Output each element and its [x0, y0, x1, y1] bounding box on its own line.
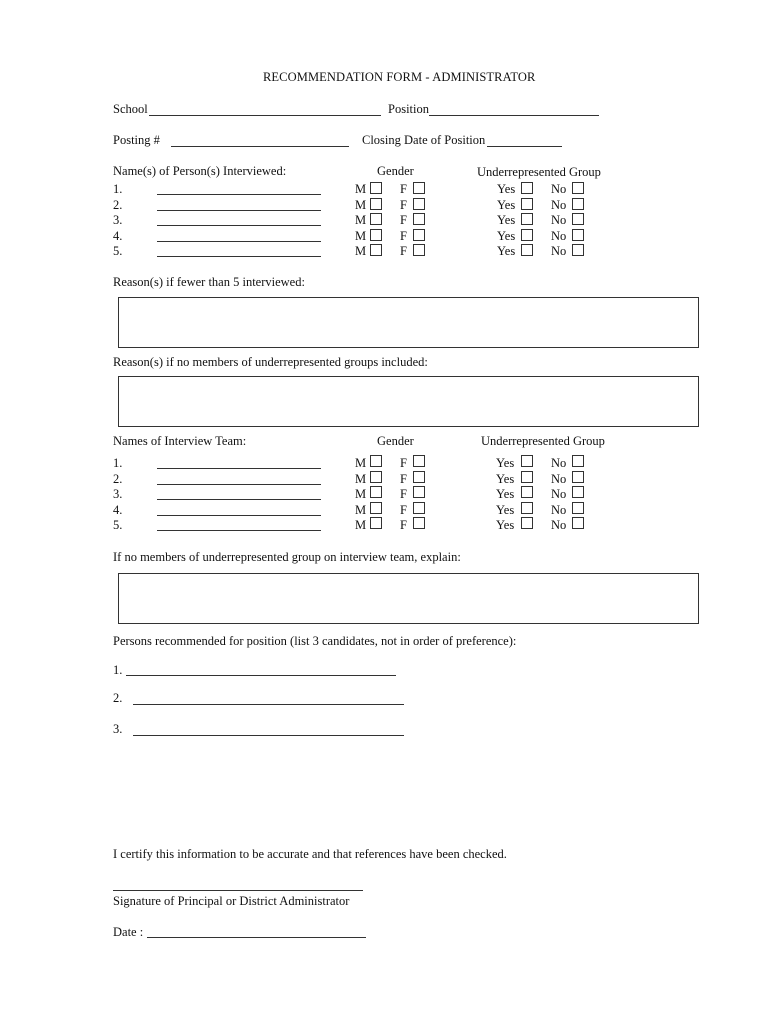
- position-field[interactable]: [429, 115, 599, 116]
- male-label: M: [355, 244, 367, 258]
- female-label: F: [400, 182, 407, 196]
- yes-label: Yes: [497, 182, 516, 196]
- female-checkbox[interactable]: [413, 229, 425, 241]
- interviewee-name-field[interactable]: [157, 225, 321, 226]
- team-member-name-field[interactable]: [157, 499, 321, 500]
- row-number: 2.: [113, 198, 123, 212]
- female-checkbox[interactable]: [413, 455, 425, 467]
- male-label: M: [355, 503, 367, 517]
- male-label: M: [355, 229, 367, 243]
- yes-checkbox[interactable]: [521, 517, 533, 529]
- interviewed-heading: Name(s) of Person(s) Interviewed:: [113, 164, 287, 178]
- no-label: No: [551, 518, 567, 532]
- no-checkbox[interactable]: [572, 517, 584, 529]
- no-checkbox[interactable]: [572, 244, 584, 256]
- yes-checkbox[interactable]: [521, 213, 533, 225]
- team-member-name-field[interactable]: [157, 468, 321, 469]
- female-label: F: [400, 456, 407, 470]
- team-gender-heading: Gender: [377, 434, 414, 448]
- female-checkbox[interactable]: [413, 502, 425, 514]
- male-label: M: [355, 213, 367, 227]
- female-label: F: [400, 229, 407, 243]
- yes-label: Yes: [496, 487, 515, 501]
- recommended-number: 3.: [113, 722, 123, 736]
- male-label: M: [355, 456, 367, 470]
- female-checkbox[interactable]: [413, 486, 425, 498]
- row-number: 3.: [113, 487, 123, 501]
- yes-label: Yes: [496, 472, 515, 486]
- no-checkbox[interactable]: [572, 182, 584, 194]
- team-heading: Names of Interview Team:: [113, 434, 247, 448]
- yes-label: Yes: [497, 244, 516, 258]
- yes-checkbox[interactable]: [521, 455, 533, 467]
- reason-fewer-label: Reason(s) if fewer than 5 interviewed:: [113, 275, 305, 289]
- male-label: M: [355, 518, 367, 532]
- female-label: F: [400, 244, 407, 258]
- posting-field[interactable]: [171, 146, 349, 147]
- posting-label: Posting #: [113, 133, 160, 147]
- reason-fewer-textbox[interactable]: [118, 297, 699, 348]
- date-label: Date :: [113, 925, 144, 939]
- male-label: M: [355, 487, 367, 501]
- interviewee-name-field[interactable]: [157, 241, 321, 242]
- male-checkbox[interactable]: [370, 213, 382, 225]
- male-checkbox[interactable]: [370, 486, 382, 498]
- candidate-1-field[interactable]: [126, 675, 396, 676]
- row-number: 5.: [113, 518, 123, 532]
- no-label: No: [551, 244, 567, 258]
- no-checkbox[interactable]: [572, 471, 584, 483]
- school-label: School: [113, 102, 148, 116]
- candidate-2-field[interactable]: [133, 704, 404, 705]
- male-label: M: [355, 182, 367, 196]
- female-checkbox[interactable]: [413, 244, 425, 256]
- row-number: 2.: [113, 472, 123, 486]
- row-number: 1.: [113, 456, 123, 470]
- closing-date-label: Closing Date of Position: [362, 133, 486, 147]
- no-checkbox[interactable]: [572, 198, 584, 210]
- male-checkbox[interactable]: [370, 229, 382, 241]
- interviewee-name-field[interactable]: [157, 210, 321, 211]
- female-label: F: [400, 487, 407, 501]
- date-field[interactable]: [147, 937, 366, 938]
- no-checkbox[interactable]: [572, 486, 584, 498]
- no-checkbox[interactable]: [572, 213, 584, 225]
- male-checkbox[interactable]: [370, 471, 382, 483]
- recommended-number: 1.: [113, 663, 123, 677]
- no-label: No: [551, 229, 567, 243]
- male-checkbox[interactable]: [370, 182, 382, 194]
- certify-statement: I certify this information to be accurate and that references have been checked.: [113, 847, 507, 861]
- team-explain-label: If no members of underrepresented group on interview team, explain:: [113, 550, 461, 564]
- row-number: 3.: [113, 213, 123, 227]
- male-checkbox[interactable]: [370, 455, 382, 467]
- female-label: F: [400, 213, 407, 227]
- interviewed-group-heading: Underrepresented Group: [477, 165, 601, 179]
- male-checkbox[interactable]: [370, 244, 382, 256]
- position-label: Position: [388, 102, 429, 116]
- yes-label: Yes: [497, 229, 516, 243]
- candidate-3-field[interactable]: [133, 735, 404, 736]
- team-member-name-field[interactable]: [157, 484, 321, 485]
- reason-none-textbox[interactable]: [118, 376, 699, 427]
- no-checkbox[interactable]: [572, 502, 584, 514]
- form-title: RECOMMENDATION FORM - ADMINISTRATOR: [263, 70, 536, 84]
- yes-label: Yes: [496, 503, 515, 517]
- yes-checkbox[interactable]: [521, 229, 533, 241]
- recommended-number: 2.: [113, 691, 123, 705]
- signature-label: Signature of Principal or District Administrator: [113, 894, 350, 908]
- female-label: F: [400, 472, 407, 486]
- yes-label: Yes: [497, 198, 516, 212]
- yes-label: Yes: [496, 518, 515, 532]
- male-label: M: [355, 472, 367, 486]
- interviewee-name-field[interactable]: [157, 194, 321, 195]
- yes-checkbox[interactable]: [521, 471, 533, 483]
- yes-checkbox[interactable]: [521, 198, 533, 210]
- reason-none-label: Reason(s) if no members of underrepresented groups included:: [113, 355, 428, 369]
- yes-label: Yes: [496, 456, 515, 470]
- female-checkbox[interactable]: [413, 213, 425, 225]
- no-label: No: [551, 472, 567, 486]
- team-explain-textbox[interactable]: [118, 573, 699, 624]
- yes-checkbox[interactable]: [521, 486, 533, 498]
- female-checkbox[interactable]: [413, 182, 425, 194]
- yes-checkbox[interactable]: [521, 502, 533, 514]
- school-field[interactable]: [149, 115, 381, 116]
- yes-checkbox[interactable]: [521, 244, 533, 256]
- no-label: No: [551, 198, 567, 212]
- male-checkbox[interactable]: [370, 198, 382, 210]
- female-checkbox[interactable]: [413, 471, 425, 483]
- closing-date-field[interactable]: [487, 146, 562, 147]
- signature-field[interactable]: [113, 890, 363, 891]
- no-label: No: [551, 182, 567, 196]
- no-label: No: [551, 456, 567, 470]
- row-number: 4.: [113, 503, 123, 517]
- no-label: No: [551, 503, 567, 517]
- male-checkbox[interactable]: [370, 517, 382, 529]
- no-label: No: [551, 213, 567, 227]
- row-number: 4.: [113, 229, 123, 243]
- yes-label: Yes: [497, 213, 516, 227]
- recommended-heading: Persons recommended for position (list 3 candidates, not in order of preference):: [113, 634, 517, 648]
- male-checkbox[interactable]: [370, 502, 382, 514]
- female-checkbox[interactable]: [413, 198, 425, 210]
- row-number: 5.: [113, 244, 123, 258]
- no-checkbox[interactable]: [572, 455, 584, 467]
- row-number: 1.: [113, 182, 123, 196]
- interviewed-gender-heading: Gender: [377, 164, 414, 178]
- female-label: F: [400, 503, 407, 517]
- no-label: No: [551, 487, 567, 501]
- team-member-name-field[interactable]: [157, 530, 321, 531]
- team-group-heading: Underrepresented Group: [481, 434, 605, 448]
- female-label: F: [400, 198, 407, 212]
- male-label: M: [355, 198, 367, 212]
- female-label: F: [400, 518, 407, 532]
- yes-checkbox[interactable]: [521, 182, 533, 194]
- interviewee-name-field[interactable]: [157, 256, 321, 257]
- no-checkbox[interactable]: [572, 229, 584, 241]
- female-checkbox[interactable]: [413, 517, 425, 529]
- team-member-name-field[interactable]: [157, 515, 321, 516]
